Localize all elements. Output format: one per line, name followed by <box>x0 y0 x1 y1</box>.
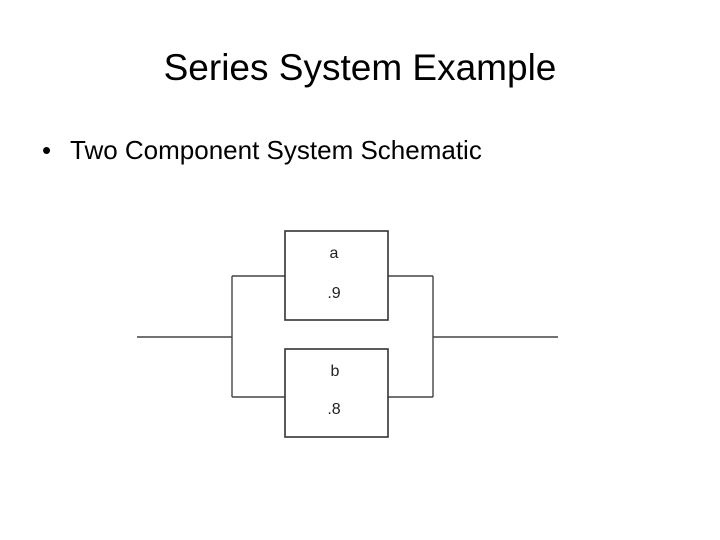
component-a <box>285 231 388 320</box>
component-a-value: .9 <box>327 285 341 302</box>
page-title: Series System Example <box>163 47 557 88</box>
component-b-label: b <box>330 363 340 380</box>
component-a-label: a <box>329 245 339 262</box>
bullet-icon: • <box>42 135 52 165</box>
component-b-value: .8 <box>327 401 341 418</box>
bullet-text: Two Component System Schematic <box>70 135 482 165</box>
component-b <box>285 349 388 437</box>
